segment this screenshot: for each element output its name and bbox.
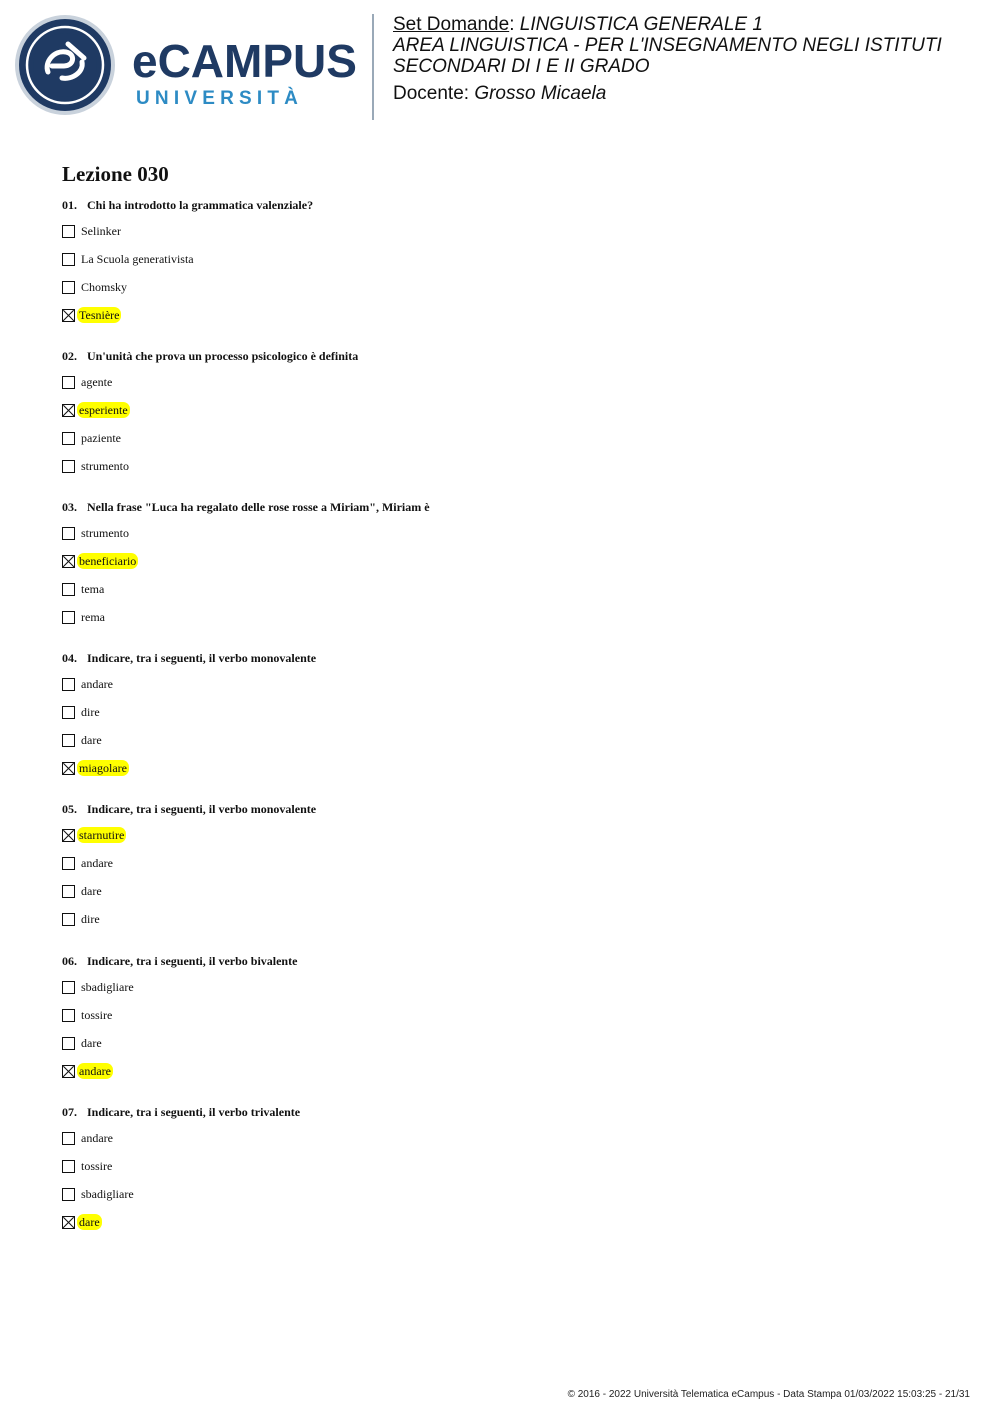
option-label: dare bbox=[79, 1215, 100, 1229]
answer-option[interactable] bbox=[62, 373, 114, 391]
docente-label: Docente: bbox=[393, 83, 470, 104]
answer-option[interactable] bbox=[62, 1213, 102, 1231]
answer-option[interactable] bbox=[62, 826, 126, 844]
answer-option[interactable] bbox=[62, 608, 107, 626]
checkbox-icon[interactable] bbox=[62, 706, 75, 719]
question-label: Nella frase "Luca ha regalato delle rose rosse a Miriam", Miriam è bbox=[87, 500, 430, 514]
answer-option[interactable] bbox=[62, 306, 121, 324]
checked-checkbox-icon[interactable] bbox=[62, 404, 75, 417]
answer-option[interactable] bbox=[62, 457, 131, 475]
option-label: andare bbox=[79, 1064, 111, 1078]
option-label: Tesnière bbox=[79, 308, 120, 322]
question-number: 01. bbox=[62, 198, 77, 212]
checkbox-icon[interactable] bbox=[62, 527, 75, 540]
option-label: dire bbox=[81, 912, 100, 926]
answer-option[interactable] bbox=[62, 978, 136, 996]
answer-option[interactable] bbox=[62, 524, 131, 542]
checked-checkbox-icon[interactable] bbox=[62, 309, 75, 322]
option-label: tossire bbox=[81, 1008, 113, 1022]
answer-option[interactable] bbox=[62, 759, 129, 777]
answer-option[interactable] bbox=[62, 250, 196, 268]
answer-option[interactable] bbox=[62, 1062, 113, 1080]
set-value: LINGUISTICA GENERALE 1 bbox=[519, 14, 763, 35]
option-label: dare bbox=[81, 733, 102, 747]
answer-option[interactable] bbox=[62, 401, 130, 419]
checkbox-icon[interactable] bbox=[62, 1132, 75, 1145]
answer-option[interactable] bbox=[62, 1185, 136, 1203]
option-label: dire bbox=[81, 705, 100, 719]
set-row: Set Domande: LINGUISTICA GENERALE 1 bbox=[393, 14, 763, 35]
answer-option[interactable] bbox=[62, 1129, 115, 1147]
answer-option[interactable] bbox=[62, 552, 138, 570]
header-info bbox=[393, 14, 983, 104]
answer-option[interactable] bbox=[62, 222, 123, 240]
checked-checkbox-icon[interactable] bbox=[62, 829, 75, 842]
checkbox-icon[interactable] bbox=[62, 857, 75, 870]
answer-option[interactable] bbox=[62, 910, 102, 928]
question-number: 07. bbox=[62, 1105, 77, 1119]
option-label: andare bbox=[81, 1131, 113, 1145]
option-label: agente bbox=[81, 375, 113, 389]
checkbox-icon[interactable] bbox=[62, 460, 75, 473]
option-label: Chomsky bbox=[81, 280, 128, 294]
checkbox-icon[interactable] bbox=[62, 734, 75, 747]
question-label: Indicare, tra i seguenti, il verbo monovalente bbox=[87, 651, 317, 665]
option-label: sbadigliare bbox=[81, 980, 134, 994]
question-text bbox=[62, 953, 942, 969]
option-label: beneficiario bbox=[79, 554, 137, 568]
option-label: paziente bbox=[81, 431, 121, 445]
logo-subtitle: UNIVERSITÀ bbox=[136, 88, 304, 109]
answer-option[interactable] bbox=[62, 854, 115, 872]
checkbox-icon[interactable] bbox=[62, 281, 75, 294]
question-label: Indicare, tra i seguenti, il verbo trivalente bbox=[87, 1105, 301, 1119]
set-label: Set Domande bbox=[393, 14, 510, 35]
ecampus-emblem-icon bbox=[14, 14, 116, 116]
option-label: andare bbox=[81, 677, 113, 691]
question-text bbox=[62, 499, 942, 515]
question-number: 02. bbox=[62, 349, 77, 363]
checkbox-icon[interactable] bbox=[62, 376, 75, 389]
docente-name: Grosso Micaela bbox=[474, 83, 607, 104]
checkbox-icon[interactable] bbox=[62, 1188, 75, 1201]
option-label: tema bbox=[81, 582, 105, 596]
checkbox-icon[interactable] bbox=[62, 1037, 75, 1050]
checkbox-icon[interactable] bbox=[62, 225, 75, 238]
logo-wordmark: eCAMPUS bbox=[132, 35, 357, 87]
question-label: Chi ha introdotto la grammatica valenziale? bbox=[87, 198, 314, 212]
answer-option[interactable] bbox=[62, 1034, 104, 1052]
option-label: dare bbox=[81, 1036, 102, 1050]
question-block bbox=[62, 650, 942, 780]
question-number: 03. bbox=[62, 500, 77, 514]
answer-option[interactable] bbox=[62, 580, 106, 598]
question-text bbox=[62, 348, 942, 364]
checkbox-icon[interactable] bbox=[62, 913, 75, 926]
option-label: strumento bbox=[81, 459, 129, 473]
checkbox-icon[interactable] bbox=[62, 253, 75, 266]
option-label: rema bbox=[81, 610, 105, 624]
question-text bbox=[62, 1104, 942, 1120]
option-label: strumento bbox=[81, 526, 129, 540]
checkbox-icon[interactable] bbox=[62, 981, 75, 994]
question-number: 06. bbox=[62, 954, 77, 968]
question-text bbox=[62, 801, 942, 817]
question-label: Indicare, tra i seguenti, il verbo monovalente bbox=[87, 802, 317, 816]
question-text bbox=[62, 650, 942, 666]
checkbox-icon[interactable] bbox=[62, 678, 75, 691]
question-label: Un'unità che prova un processo psicologico è definita bbox=[87, 349, 359, 363]
checkbox-icon[interactable] bbox=[62, 583, 75, 596]
checkbox-icon[interactable] bbox=[62, 1009, 75, 1022]
question-number: 04. bbox=[62, 651, 77, 665]
question-block bbox=[62, 499, 942, 629]
answer-option[interactable] bbox=[62, 429, 123, 447]
option-label: andare bbox=[81, 856, 113, 870]
option-label: dare bbox=[81, 884, 102, 898]
question-text bbox=[62, 197, 942, 213]
option-label: La Scuola generativista bbox=[81, 252, 194, 266]
question-block bbox=[62, 953, 942, 1083]
option-label: sbadigliare bbox=[81, 1187, 134, 1201]
answer-option[interactable] bbox=[62, 278, 129, 296]
option-label: miagolare bbox=[79, 761, 127, 775]
question-block bbox=[62, 1104, 942, 1234]
page-header bbox=[0, 0, 1000, 130]
question-block bbox=[62, 197, 942, 327]
checked-checkbox-icon[interactable] bbox=[62, 555, 75, 568]
option-label: esperiente bbox=[79, 403, 128, 417]
answer-option[interactable] bbox=[62, 1157, 114, 1175]
option-label: starnutire bbox=[79, 828, 125, 842]
question-block bbox=[62, 801, 942, 931]
option-label: Selinker bbox=[81, 224, 121, 238]
checked-checkbox-icon[interactable] bbox=[62, 1216, 75, 1229]
answer-option[interactable] bbox=[62, 1006, 114, 1024]
checkbox-icon[interactable] bbox=[62, 611, 75, 624]
checked-checkbox-icon[interactable] bbox=[62, 762, 75, 775]
lesson-title: Lezione 030 bbox=[62, 162, 169, 186]
docente-row bbox=[393, 83, 983, 104]
answer-option[interactable] bbox=[62, 882, 104, 900]
answer-option[interactable] bbox=[62, 731, 104, 749]
question-block bbox=[62, 348, 942, 478]
question-label: Indicare, tra i seguenti, il verbo bivalente bbox=[87, 954, 298, 968]
answer-option[interactable] bbox=[62, 675, 115, 693]
checkbox-icon[interactable] bbox=[62, 432, 75, 445]
answer-option[interactable] bbox=[62, 703, 102, 721]
checked-checkbox-icon[interactable] bbox=[62, 1065, 75, 1078]
checkbox-icon[interactable] bbox=[62, 1160, 75, 1173]
checkbox-icon[interactable] bbox=[62, 885, 75, 898]
option-label: tossire bbox=[81, 1159, 113, 1173]
question-number: 05. bbox=[62, 802, 77, 816]
header-divider bbox=[372, 14, 374, 120]
page-footer: © 2016 - 2022 Università Telematica eCampus - Data Stampa 01/03/2022 15:03:25 - 21/31 bbox=[567, 1389, 970, 1400]
area-text: AREA LINGUISTICA - PER L'INSEGNAMENTO NEGLI ISTITUTI SECONDARI DI I E II GRADO bbox=[393, 35, 942, 77]
